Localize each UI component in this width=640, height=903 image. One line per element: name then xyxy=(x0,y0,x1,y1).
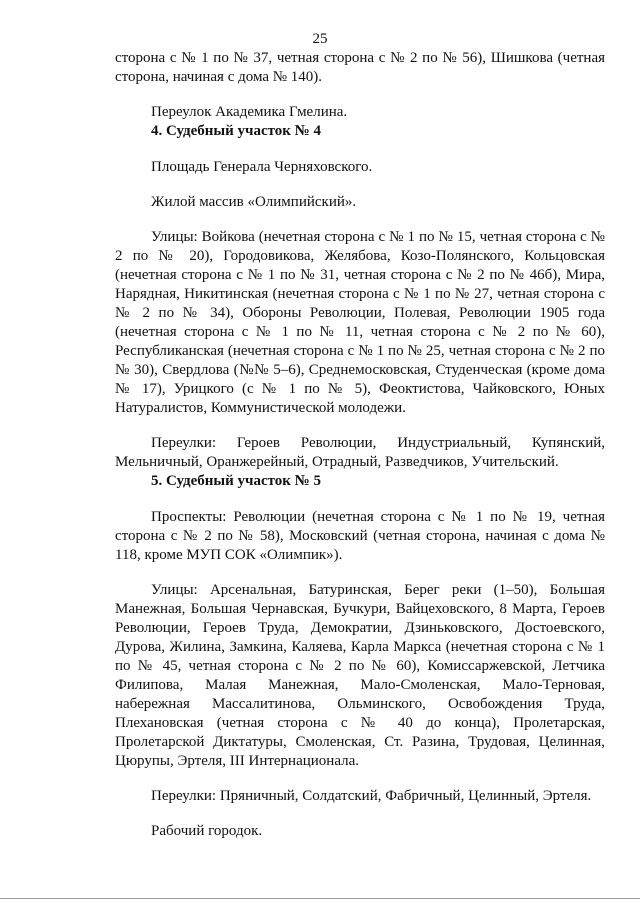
paragraph-square: Площадь Генерала Черняховского. xyxy=(151,159,373,175)
paragraph-residential-area: Жилой массив «Олимпийский». xyxy=(151,194,357,210)
section-heading-4: 4. Судебный участок № 4 xyxy=(151,123,322,139)
paragraph-streets-4: Улицы: Войкова (нечетная сторона с № 1 по № 15, четная сторона с № 2 по № 20), Городовикова, Желябова, Козо-Полянского, Кольцовская (нечетная сторона с № 1 по № 31, четная сторона с № 2 по № 46б), Мира, Нарядная, Никитинская (нечетная сторона с № 1 по № 27, четная сторона с № 2 по № 34), Обороны Революции, Полевая, Революции 1905 года (нечетная сторона с № 1 по № 11, четная сторона с № 2 по № 60), Республиканская (нечетная сторона с № 1 по № 25, четная сторона с № 2 по № 30), Свердлова (№№ 5–6), Среднемосковская, Студенческая (кроме дома № 17), Урицкого (с № 1 по № 5), Феоктистова, Чайковского, Юных Натуралистов, Коммунистической молодежи. xyxy=(115,229,605,416)
page-number: 25 xyxy=(312,31,328,47)
section-heading-5: 5. Судебный участок № 5 xyxy=(151,473,322,489)
document-body xyxy=(115,49,605,841)
paragraph-avenues-5: Проспекты: Революции (нечетная сторона с № 1 по № 19, четная сторона с № 2 по № 58), Московский (четная сторона, начиная с дома № 118, кроме МУП СОК «Олимпик»). xyxy=(115,509,605,563)
bottom-border-line xyxy=(0,898,640,899)
paragraph-streets-5: Улицы: Арсенальная, Батуринская, Берег реки (1–50), Большая Манежная, Большая Чернавская, Бучкури, Вайцеховского, 8 Марта, Героев Революции, Героев Труда, Демократии, Дзиньковского, Достоевского, Дурова, Жилина, Замкина, Каляева, Карла Маркса (нечетная сторона с № 1 по № 45, четная сторона с № 2 по № 60), Комиссаржевской, Летчика Филипова, Малая Манежная, Мало-Смоленская, Мало-Терновая, набережная Массалитинова, Ольминского, Освобождения Труда, Плехановская (четная сторона с № 40 до конца), Пролетарская, Пролетарской Диктатуры, Смоленская, Ст. Разина, Трудовая, Целинная, Цюрупы, Эртеля, III Интернационала. xyxy=(115,582,605,769)
paragraph-lanes-4: Переулки: Героев Революции, Индустриальный, Купянский, Мельничный, Оранжерейный, Отрадный, Разведчиков, Учительский. xyxy=(115,435,605,470)
paragraph-continuation: сторона с № 1 по № 37, четная сторона с № 2 по № 56), Шишкова (четная сторона, начиная с дома № 140). xyxy=(115,50,605,85)
paragraph-lanes-5: Переулки: Пряничный, Солдатский, Фабричный, Целинный, Эртеля. xyxy=(151,788,592,804)
paragraph-workers-town: Рабочий городок. xyxy=(151,823,263,839)
paragraph-lane-gmelin: Переулок Академика Гмелина. xyxy=(151,104,348,120)
